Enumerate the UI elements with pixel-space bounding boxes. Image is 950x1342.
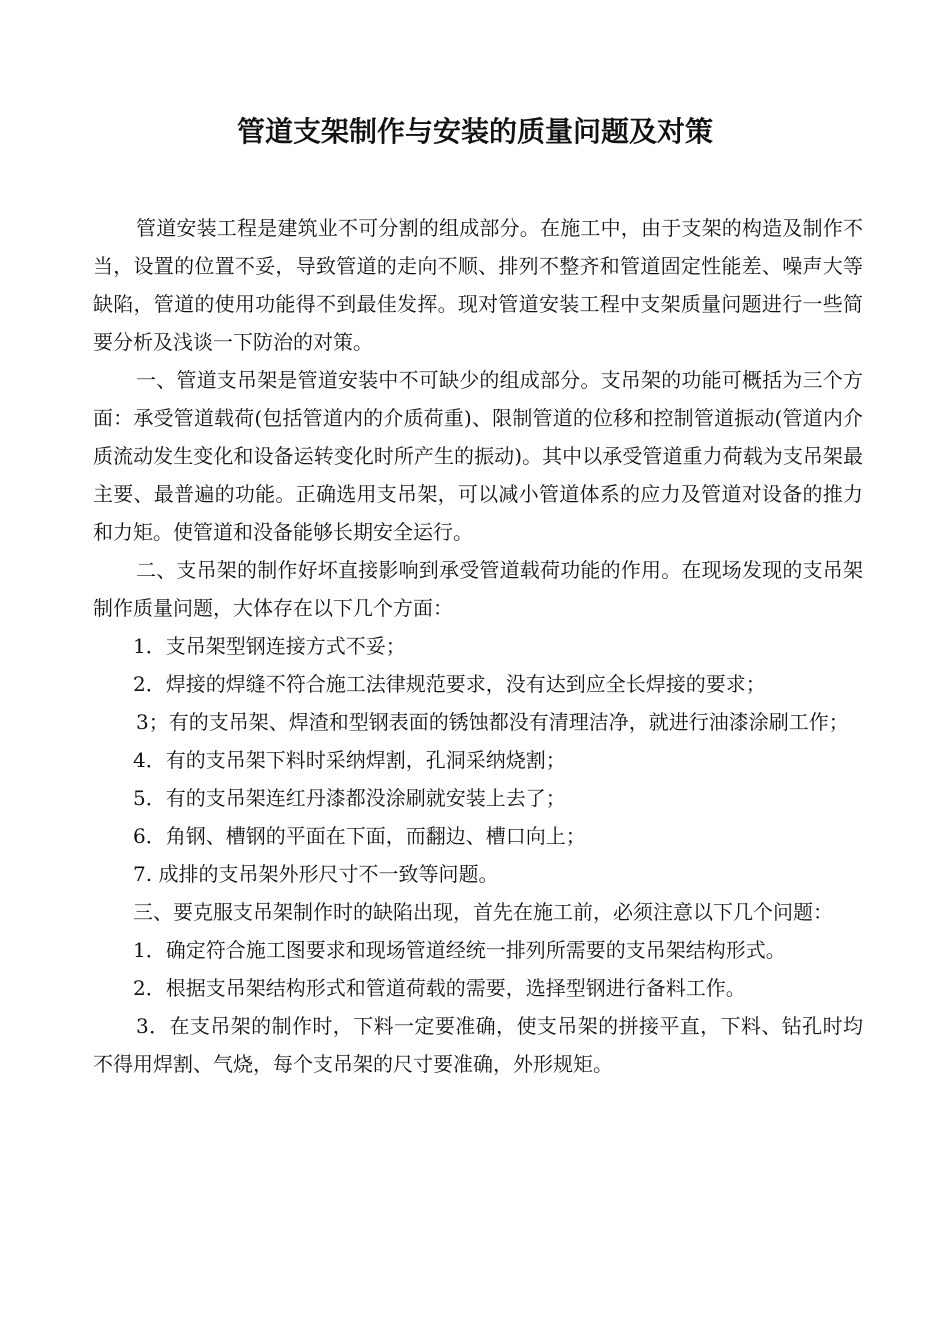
list-item-1: 1．支吊架型钢连接方式不妥； <box>133 634 406 658</box>
list-item-2: 2．焊接的焊缝不符合施工法律规范要求，没有达到应全长焊接的要求； <box>133 672 766 696</box>
requirement-item-1: 1．确定符合施工图要求和现场管道经统一排列所需要的支吊架结构形式。 <box>133 938 786 962</box>
document-title: 管道支架制作与安装的质量问题及对策 <box>236 115 713 148</box>
requirement-item-3: 3．在支吊架的制作时，下料一定要准确，使支吊架的拼接平直，下料、钻孔时均不得用焊割、气烧，每个支吊架的尺寸要准确，外形规矩。 <box>93 1014 863 1076</box>
list-item-6: 6．角钢、槽钢的平面在下面，而翻边、槽口向上； <box>133 824 586 848</box>
list-item-3: 3；有的支吊架、焊渣和型钢表面的锈蚀都没有清理洁净，就进行油漆涂刷工作； <box>136 710 849 734</box>
list-item-4: 4．有的支吊架下料时采纳焊割，孔洞采纳烧割； <box>133 748 566 772</box>
list-item-5: 5．有的支吊架连红丹漆都没涂刷就安装上去了； <box>133 786 566 810</box>
paragraph-section-3: 三、要克服支吊架制作时的缺陷出现，首先在施工前，必须注意以下几个问题： <box>133 900 833 924</box>
paragraph-section-1: 一、管道支吊架是管道安装中不可缺少的组成部分。支吊架的功能可概括为三个方面：承受管道载荷(包括管道内的介质荷重)、限制管道的位移和控制管道振动(管道内介质流动发生变化和设备运转变化时所产生的振动)。其中以承受管道重力荷载为支吊架最主要、最普遍的功能。正确选用支吊架，可以减小管道体系的应力及管道对设备的推力和力矩。使管道和没备能够长期安全运行。 <box>93 368 863 544</box>
paragraph-section-2: 二、支吊架的制作好坏直接影响到承受管道载荷功能的作用。在现场发现的支吊架制作质量问题，大体存在以下几个方面： <box>93 558 863 620</box>
list-item-7: 7. 成排的支吊架外形尺寸不一致等问题。 <box>133 862 499 886</box>
requirement-item-2: 2．根据支吊架结构形式和管道荷载的需要，选择型钢进行备料工作。 <box>133 976 746 1000</box>
paragraph-intro: 管道安装工程是建筑业不可分割的组成部分。在施工中，由于支架的构造及制作不当，设置的位置不妥，导致管道的走向不顺、排列不整齐和管道固定性能差、噪声大等缺陷，管道的使用功能得不到最佳发挥。现对管道安装工程中支架质量问题进行一些简要分析及浅谈一下防治的对策。 <box>93 216 863 354</box>
document-body <box>93 209 863 1083</box>
